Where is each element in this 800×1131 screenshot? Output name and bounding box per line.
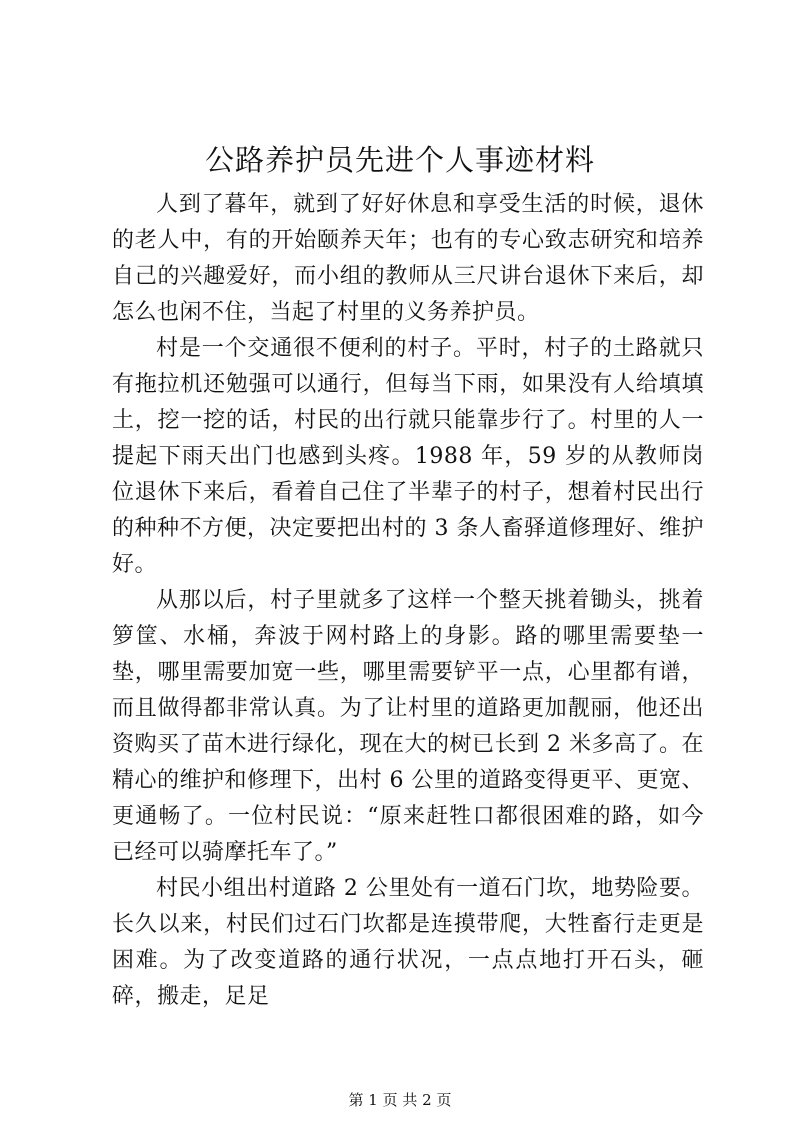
document-body <box>112 187 704 1015</box>
document-title: 公路养护员先进个人事迹材料 <box>204 143 595 177</box>
paragraph-4: 村民小组出村道路 2 公里处有一道石门坎，地势险要。长久以来，村民们过石门坎都是连摸带爬，大牲畜行走更是困难。为了改变道路的通行状况，一点点地打开石头，砸碎，搬走，足足 <box>112 876 704 1009</box>
paragraph-3: 从那以后，村子里就多了这样一个整天挑着锄头，挑着箩筐、水桶，奔波于网村路上的身影。路的哪里需要垫一垫，哪里需要加宽一些，哪里需要铲平一点，心里都有谱，而且做得都非常认真。为了让村里的道路更加靓丽，他还出资购买了苗木进行绿化，现在大的树已长到 2 米多高了。在精心的维护和修理下，出村 6 公里的道路变得更平、更宽、更通畅了。一位村民说：“原来赶牲口都很困难的路，如今已经可以骑摩托车了。” <box>112 588 704 865</box>
paragraph-1: 人到了暮年，就到了好好休息和享受生活的时候，退休的老人中，有的开始颐养天年；也有的专心致志研究和培养自己的兴趣爱好，而小组的教师从三尺讲台退休下来后，却怎么也闲不住，当起了村里的义务养护员。 <box>112 192 704 325</box>
page-footer: 第 1 页 共 2 页 <box>348 1091 452 1109</box>
paragraph-2: 村是一个交通很不便利的村子。平时，村子的土路就只有拖拉机还勉强可以通行，但每当下雨，如果没有人给填填土，挖一挖的话，村民的出行就只能靠步行了。村里的人一提起下雨天出门也感到头疼。1988 年，59 岁的从教师岗位退休下来后，看着自己住了半辈子的村子，想着村民出行的种种不方便，决定要把出村的 3 条人畜驿道修理好、维护好。 <box>112 336 704 577</box>
